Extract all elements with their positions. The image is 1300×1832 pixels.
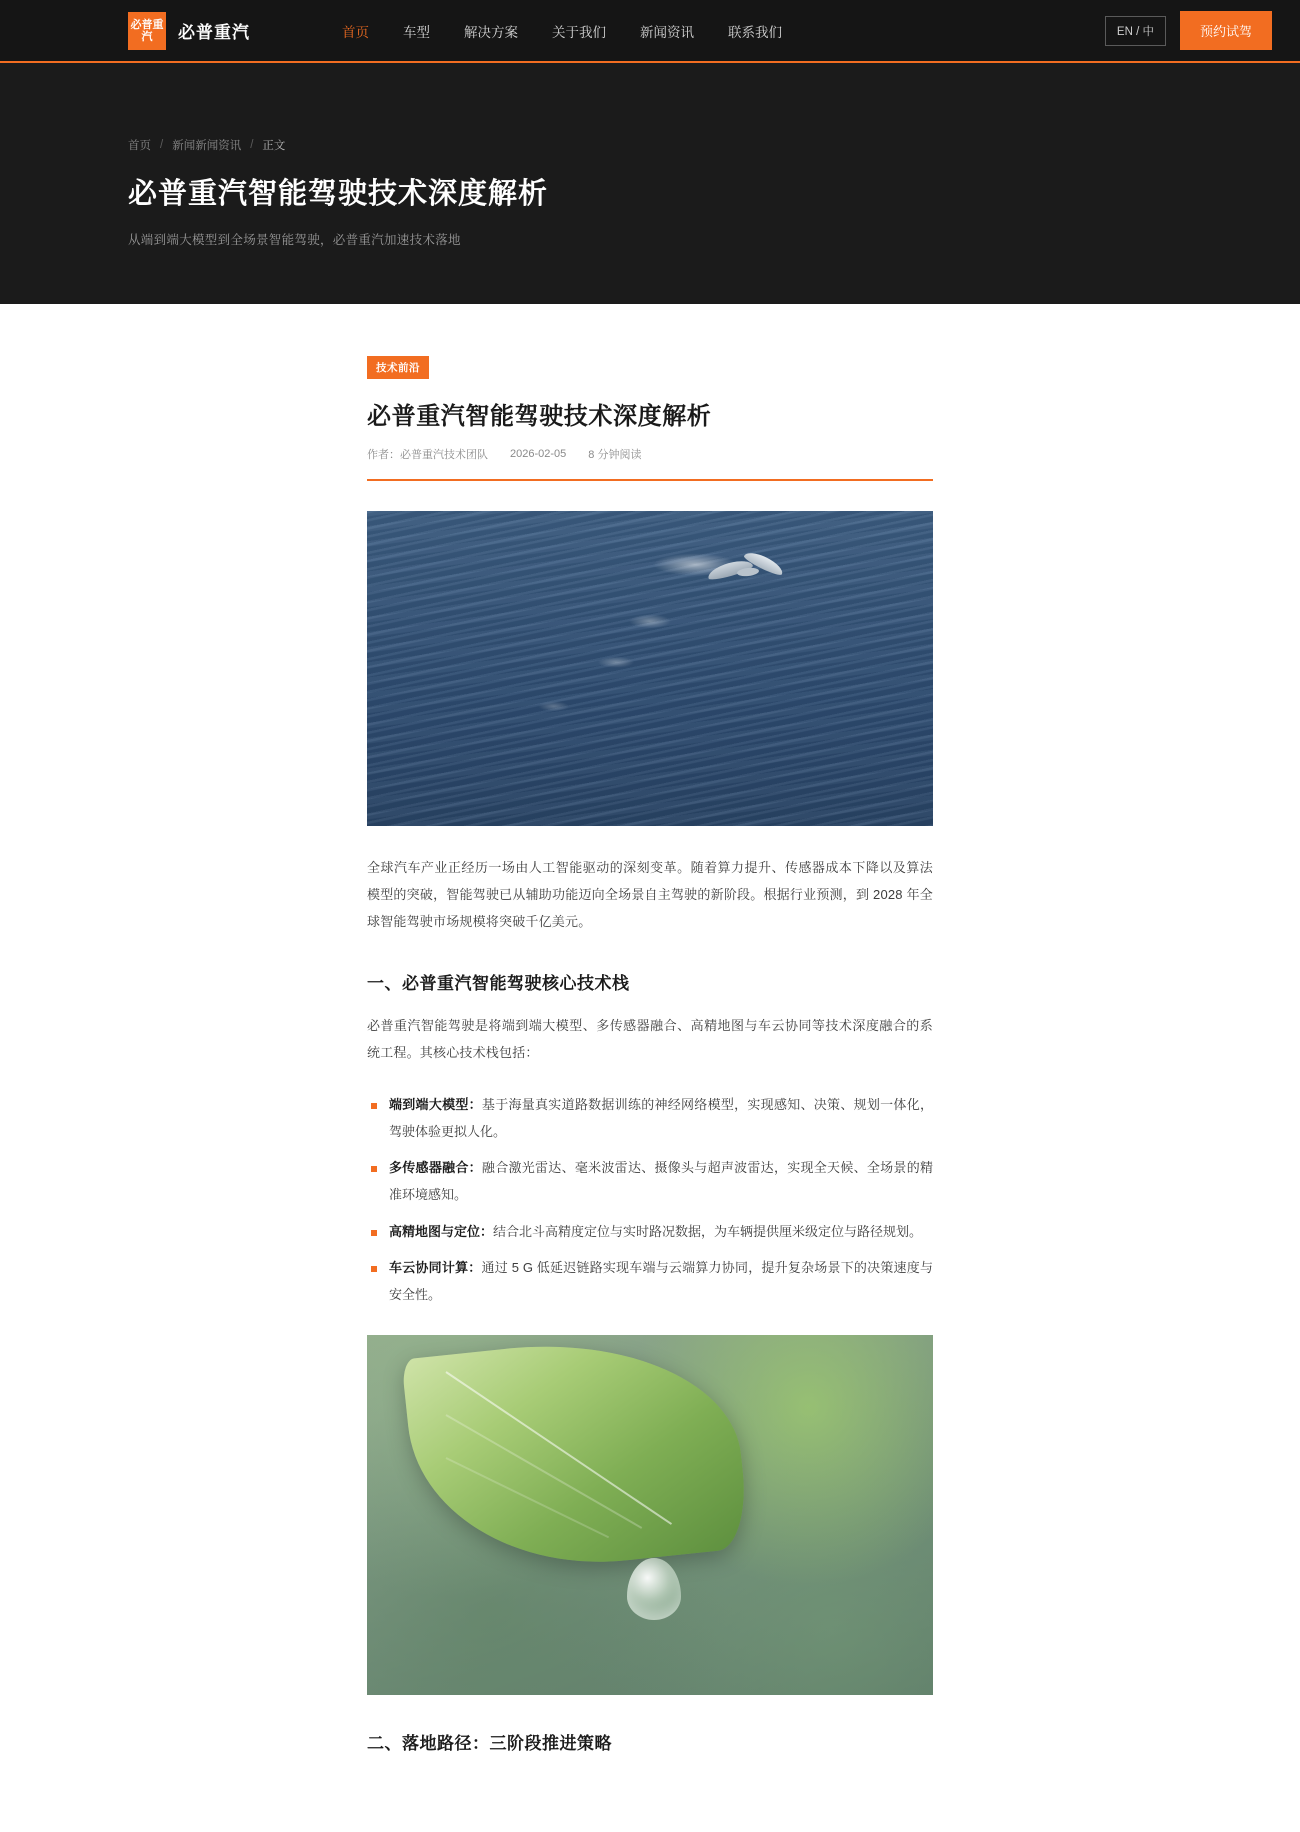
article-image-ocean xyxy=(367,511,933,826)
logo-icon: 必普重汽 xyxy=(128,12,166,50)
tech-stack-list xyxy=(367,1092,933,1308)
list-item xyxy=(367,1155,933,1208)
list-item-term: 高精地图与定位： xyxy=(389,1223,494,1239)
hero-banner xyxy=(0,63,1300,304)
water-droplet xyxy=(627,1558,681,1620)
nav-item-news[interactable]: 新闻资讯 xyxy=(640,24,694,40)
list-item-term: 车云协同计算： xyxy=(389,1260,482,1276)
site-header xyxy=(0,0,1300,63)
list-item-term: 端到端大模型： xyxy=(389,1097,482,1113)
breadcrumb-item-current: 正文 xyxy=(262,140,286,152)
nav-item-about[interactable]: 关于我们 xyxy=(552,24,606,40)
nav-item-solutions[interactable]: 解决方案 xyxy=(464,24,518,40)
breadcrumb-separator: / xyxy=(160,139,164,151)
list-item-text: 通过 5 G 低延迟链路实现车端与云端算力协同，提升复杂场景下的决策速度与安全性。 xyxy=(389,1260,933,1302)
main-nav xyxy=(342,21,782,41)
breadcrumb-item-news[interactable]: 新闻新闻资讯 xyxy=(172,140,242,152)
ocean-photo xyxy=(367,511,933,826)
article-image-leaf xyxy=(367,1335,933,1695)
breadcrumb-item-home[interactable]: 首页 xyxy=(128,140,151,152)
hero-subtitle: 从端到端大模型到全场景智能驾驶，必普重汽加速技术落地 xyxy=(128,233,461,247)
brand-name: 必普重汽 xyxy=(178,23,250,42)
article-author: 作者：必普重汽技术团队 xyxy=(367,449,488,461)
article-body xyxy=(367,304,933,1832)
list-item-term: 多传感器融合： xyxy=(389,1160,482,1176)
nav-item-home[interactable]: 首页 xyxy=(342,24,369,40)
list-item-text: 结合北斗高精度定位与实时路况数据，为车辆提供厘米级定位与路径规划。 xyxy=(493,1223,923,1239)
section-one-paragraph: 必普重汽智能驾驶是将端到端大模型、多传感器融合、高精地图与车云协同等技术深度融合的系统工程。其核心技术栈包括： xyxy=(367,1018,933,1061)
nav-item-contact[interactable]: 联系我们 xyxy=(728,24,782,40)
brand-logo[interactable] xyxy=(128,12,250,50)
hero-title: 必普重汽智能驾驶技术深度解析 xyxy=(128,178,549,210)
header-actions xyxy=(1105,11,1272,50)
section-heading-one: 一、必普重汽智能驾驶核心技术栈 xyxy=(367,974,630,994)
list-item xyxy=(367,1092,933,1145)
nav-item-models[interactable]: 车型 xyxy=(403,24,430,40)
article-date: 2026-02-05 xyxy=(510,448,567,460)
leaf-photo xyxy=(367,1335,933,1695)
lead-paragraph: 全球汽车产业正经历一场由人工智能驱动的深刻变革。随着算力提升、传感器成本下降以及算法模型的突破，智能驾驶已从辅助功能迈向全场景自主驾驶的新阶段。根据行业预测，到 2028 年全球智能驾驶市场规模将突破千亿美元。 xyxy=(367,860,933,930)
list-item xyxy=(367,1219,933,1246)
article-meta xyxy=(367,446,933,481)
breadcrumb-separator: / xyxy=(250,139,254,151)
category-tag[interactable]: 技术前沿 xyxy=(367,356,429,379)
bird-icon xyxy=(707,555,791,589)
article-read-time: 8 分钟阅读 xyxy=(588,449,642,461)
language-switch[interactable]: EN / 中 xyxy=(1105,16,1166,46)
section-heading-two: 二、落地路径：三阶段推进策略 xyxy=(367,1733,612,1753)
book-test-drive-button[interactable]: 预约试驾 xyxy=(1180,11,1272,50)
article-title: 必普重汽智能驾驶技术深度解析 xyxy=(367,403,712,430)
list-item-text: 基于海量真实道路数据训练的神经网络模型，实现感知、决策、规划一体化，驾驶体验更拟人化。 xyxy=(389,1097,933,1139)
list-item-text: 融合激光雷达、毫米波雷达、摄像头与超声波雷达，实现全天候、全场景的精准环境感知。 xyxy=(389,1160,933,1203)
list-item xyxy=(367,1255,933,1308)
breadcrumb xyxy=(128,137,1300,153)
